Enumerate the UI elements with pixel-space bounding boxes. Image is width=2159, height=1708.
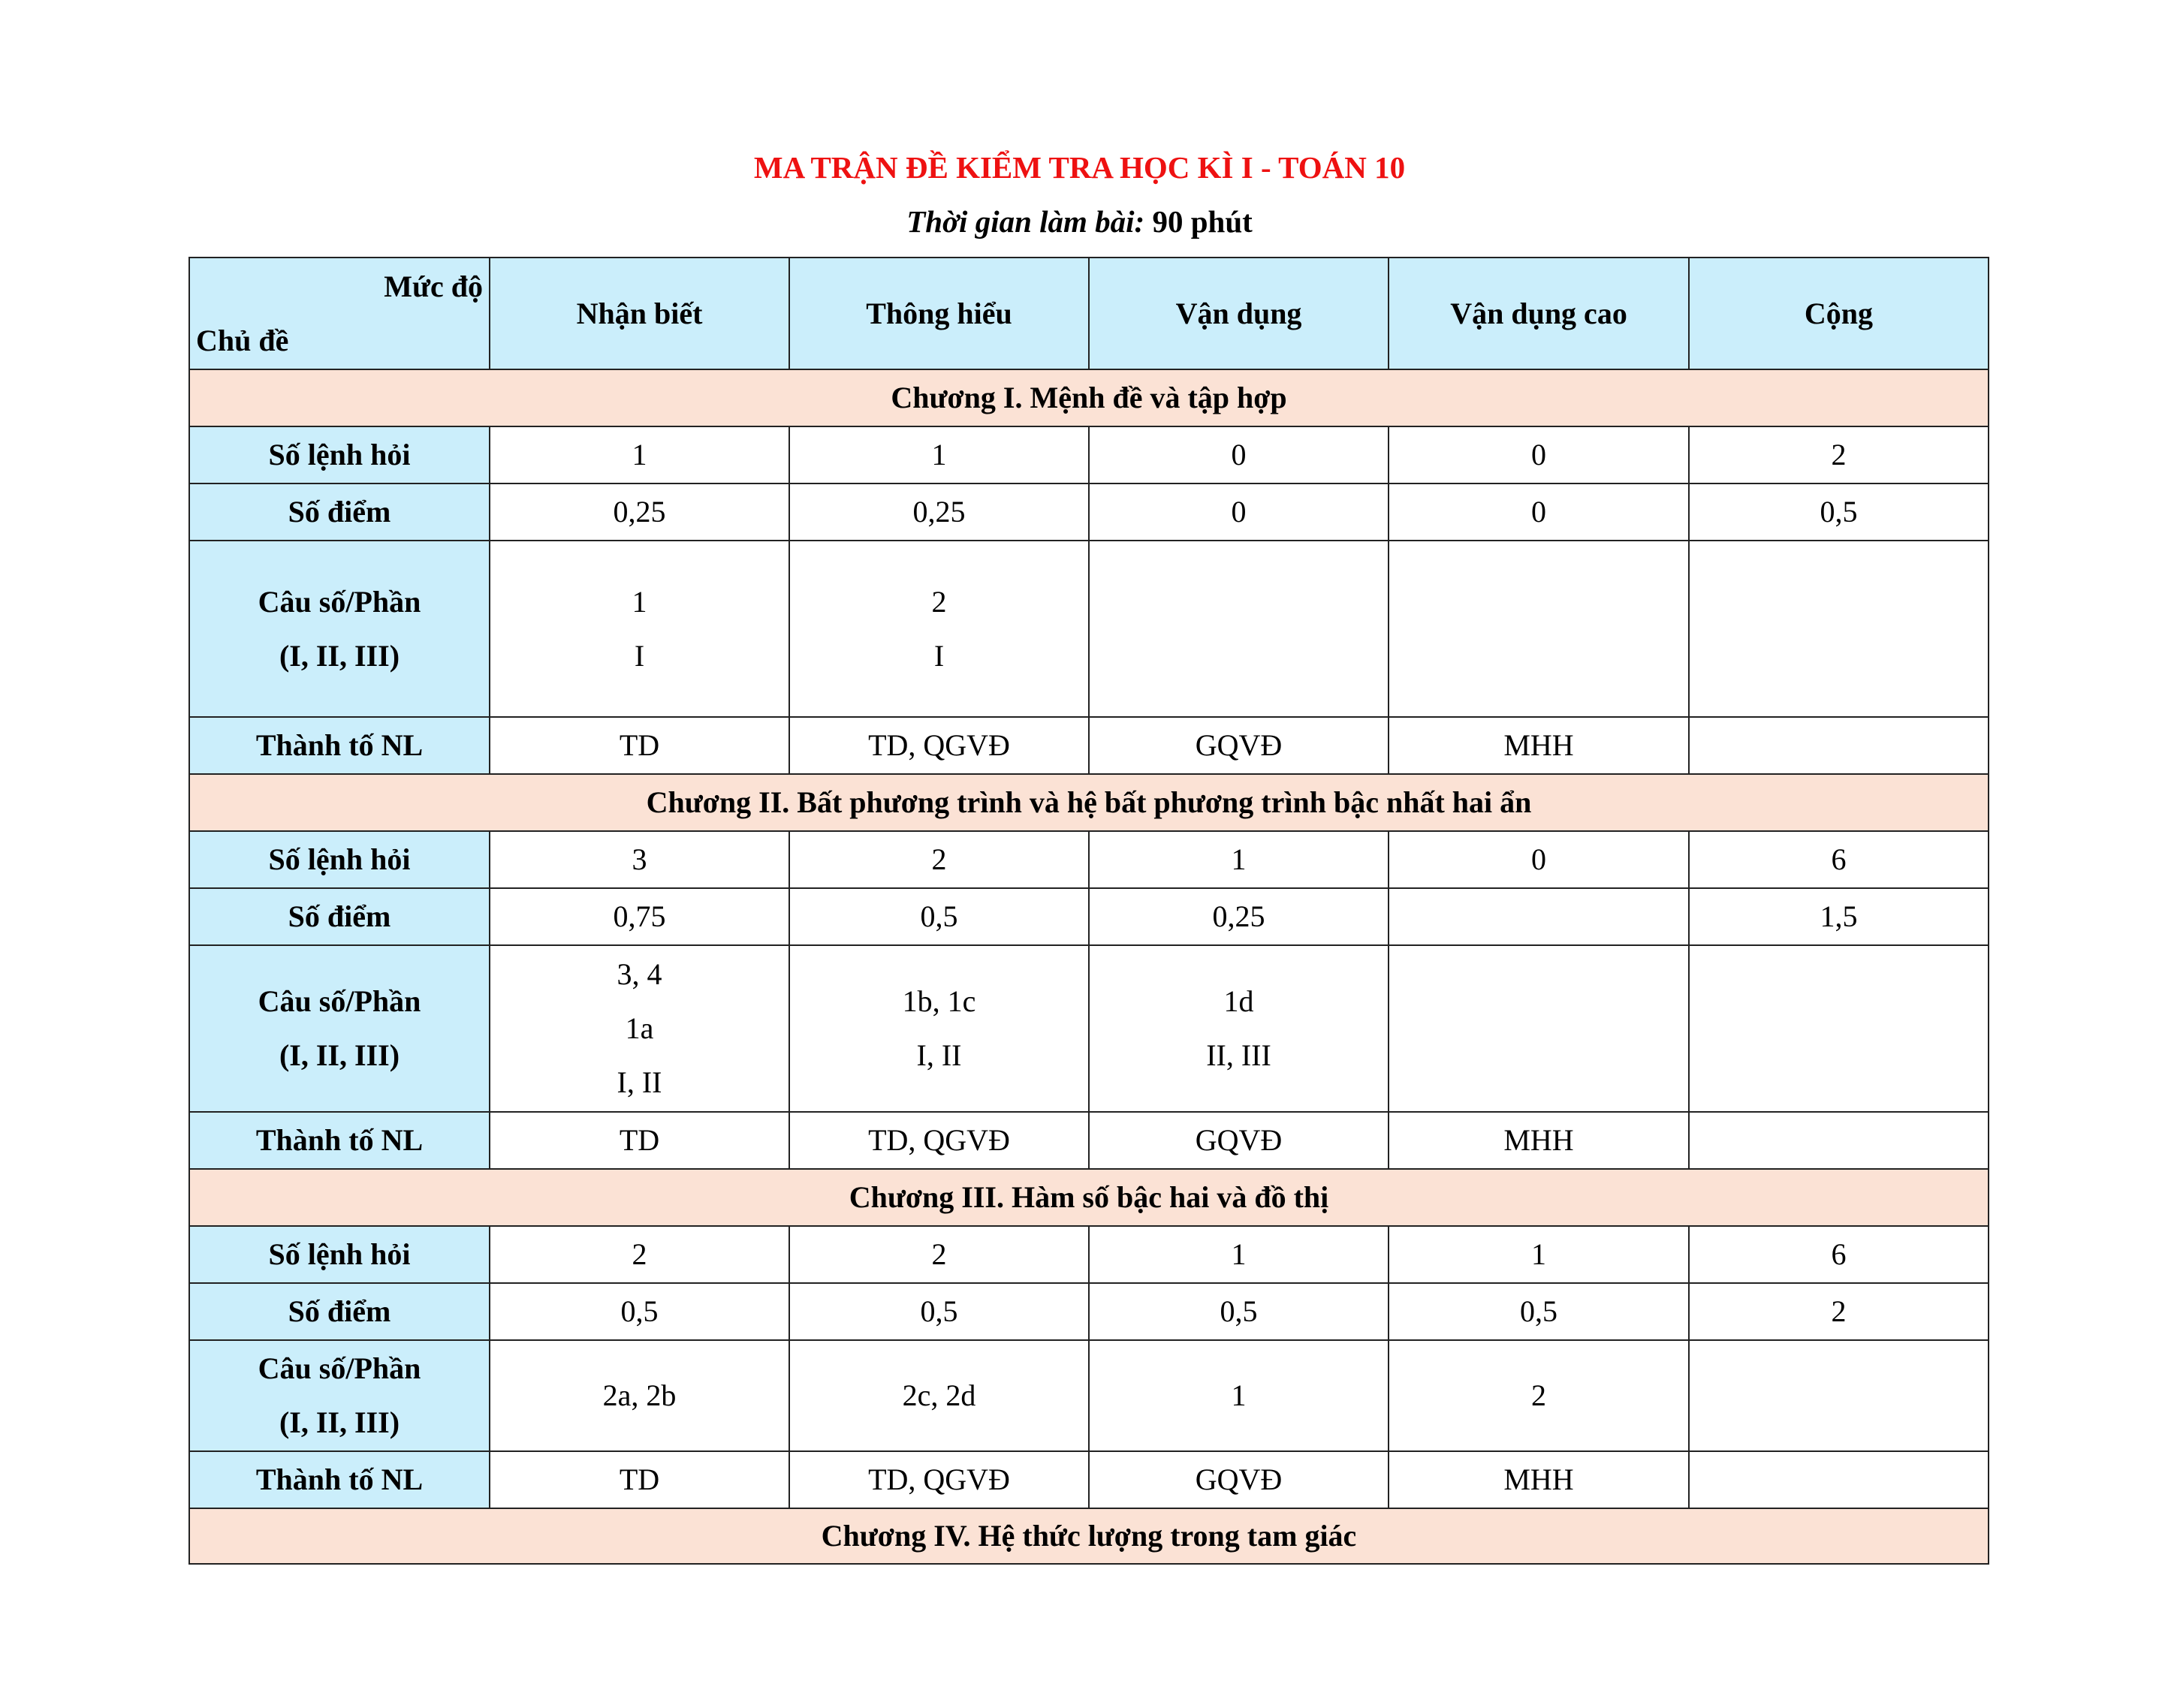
table-cell: 1 (490, 426, 789, 483)
table-cell (1689, 1340, 1989, 1451)
row-label-line: Câu số/Phần (258, 584, 421, 619)
level-axis-label: Mức độ (384, 269, 483, 303)
header-nhan-biet: Nhận biết (490, 258, 789, 369)
row-label-cau-so (189, 541, 490, 717)
table-cell: GQVĐ (1089, 1112, 1389, 1169)
row-label-thanh-to-nl: Thành tố NL (189, 717, 490, 774)
row-label-line: (I, II, III) (279, 638, 400, 673)
row-label-line: (I, II, III) (279, 1038, 400, 1072)
table-cell (789, 541, 1089, 717)
table-cell: 0,5 (789, 1283, 1089, 1340)
table-cell: 2 (1689, 426, 1989, 483)
table-cell (1689, 945, 1989, 1112)
table-row (189, 1112, 1989, 1169)
table-row (189, 1451, 1989, 1508)
row-label-so-lenh-hoi: Số lệnh hỏi (189, 426, 490, 483)
table-cell: TD (490, 1112, 789, 1169)
chapter-title: Chương III. Hàm số bậc hai và đồ thị (189, 1169, 1989, 1226)
table-cell: MHH (1389, 1451, 1689, 1508)
table-cell: 0 (1389, 831, 1689, 888)
table-cell (1089, 945, 1389, 1112)
table-cell: 1 (1389, 1226, 1689, 1283)
cell-line: I (634, 638, 645, 673)
table-cell: 0,5 (1089, 1283, 1389, 1340)
exam-duration (0, 199, 2159, 244)
corner-header-cell (189, 258, 490, 369)
table-cell: 2 (789, 831, 1089, 888)
row-label-so-diem: Số điểm (189, 1283, 490, 1340)
table-row (189, 945, 1989, 1112)
table-cell (490, 541, 789, 717)
table-row (189, 717, 1989, 774)
table-cell: MHH (1389, 717, 1689, 774)
cell-line: II, III (1206, 1038, 1271, 1072)
header-cong: Cộng (1689, 258, 1989, 369)
table-cell: 2 (1389, 1340, 1689, 1451)
table-cell: 0 (1089, 426, 1389, 483)
table-cell: TD, QGVĐ (789, 1112, 1089, 1169)
row-label-line: Câu số/Phần (258, 984, 421, 1018)
row-label-so-diem: Số điểm (189, 483, 490, 541)
table-cell: 2 (1689, 1283, 1989, 1340)
table-cell (1689, 1451, 1989, 1508)
table-cell: 0 (1389, 426, 1689, 483)
cell-line: 3, 4 (617, 957, 662, 991)
table-cell (1089, 541, 1389, 717)
header-row (189, 258, 1989, 369)
row-label-so-diem: Số điểm (189, 888, 490, 945)
table-row (189, 888, 1989, 945)
table-cell: 2c, 2d (789, 1340, 1089, 1451)
table-cell: 1 (789, 426, 1089, 483)
table-cell: 1 (1089, 1226, 1389, 1283)
table-cell (490, 945, 789, 1112)
table-cell: 0,5 (490, 1283, 789, 1340)
table-cell: 1,5 (1689, 888, 1989, 945)
table-row (189, 831, 1989, 888)
row-label-cau-so (189, 1340, 490, 1451)
table-cell: TD, QGVĐ (789, 717, 1089, 774)
chapter-title: Chương I. Mệnh đề và tập hợp (189, 369, 1989, 426)
table-cell: 2a, 2b (490, 1340, 789, 1451)
table-cell: 3 (490, 831, 789, 888)
table-cell: 0,5 (1389, 1283, 1689, 1340)
page-title: MA TRẬN ĐỀ KIỂM TRA HỌC KÌ I - TOÁN 10 (753, 150, 1406, 185)
exam-matrix-table (188, 257, 1989, 1565)
chapter-title: Chương IV. Hệ thức lượng trong tam giác (189, 1508, 1989, 1564)
topic-axis-label: Chủ đề (196, 323, 289, 357)
table-cell: 0,75 (490, 888, 789, 945)
table-cell: 0,5 (1689, 483, 1989, 541)
row-label-cau-so (189, 945, 490, 1112)
cell-line: 2 (931, 584, 947, 619)
table-cell: 2 (490, 1226, 789, 1283)
cell-line: I, II (617, 1065, 662, 1099)
table-cell: TD (490, 717, 789, 774)
header-van-dung: Vận dụng (1089, 258, 1389, 369)
table-cell (1389, 945, 1689, 1112)
row-label-so-lenh-hoi: Số lệnh hỏi (189, 1226, 490, 1283)
table-cell (789, 945, 1089, 1112)
table-cell: 0,5 (789, 888, 1089, 945)
cell-line: 1 (632, 584, 647, 619)
header-van-dung-cao: Vận dụng cao (1389, 258, 1689, 369)
table-cell (1389, 541, 1689, 717)
table-cell (1389, 888, 1689, 945)
table-cell: 1 (1089, 831, 1389, 888)
table-cell: 0 (1089, 483, 1389, 541)
chapter-row (189, 1508, 1989, 1564)
table-cell (1689, 541, 1989, 717)
table-row (189, 1226, 1989, 1283)
table-row (189, 1340, 1989, 1451)
table-cell: 0,25 (490, 483, 789, 541)
table-cell: TD (490, 1451, 789, 1508)
table-cell: GQVĐ (1089, 1451, 1389, 1508)
table-cell: TD, QGVĐ (789, 1451, 1089, 1508)
chapter-row (189, 369, 1989, 426)
table-row (189, 426, 1989, 483)
table-row (189, 541, 1989, 717)
duration-label: Thời gian làm bài: (906, 204, 1145, 239)
table-cell: 0,25 (789, 483, 1089, 541)
table-cell: 0,25 (1089, 888, 1389, 945)
chapter-row (189, 774, 1989, 831)
table-row (189, 483, 1989, 541)
row-label-line: (I, II, III) (279, 1405, 400, 1439)
row-label-thanh-to-nl: Thành tố NL (189, 1451, 490, 1508)
table-cell: GQVĐ (1089, 717, 1389, 774)
table-row (189, 1283, 1989, 1340)
chapter-title: Chương II. Bất phương trình và hệ bất phương trình bậc nhất hai ẩn (189, 774, 1989, 831)
duration-value: 90 phút (1144, 204, 1253, 239)
header-thong-hieu: Thông hiểu (789, 258, 1089, 369)
cell-line: I, II (916, 1038, 962, 1072)
chapter-row (189, 1169, 1989, 1226)
cell-line: 1b, 1c (902, 984, 976, 1018)
table-cell (1689, 717, 1989, 774)
row-label-thanh-to-nl: Thành tố NL (189, 1112, 490, 1169)
table-cell: 2 (789, 1226, 1089, 1283)
row-label-line: Câu số/Phần (258, 1351, 421, 1385)
row-label-so-lenh-hoi: Số lệnh hỏi (189, 831, 490, 888)
cell-line: 1d (1223, 984, 1254, 1018)
table-cell: 6 (1689, 831, 1989, 888)
table-cell: 6 (1689, 1226, 1989, 1283)
table-cell: 1 (1089, 1340, 1389, 1451)
table-cell: MHH (1389, 1112, 1689, 1169)
cell-line: I (933, 638, 945, 673)
table-cell (1689, 1112, 1989, 1169)
table-cell: 0 (1389, 483, 1689, 541)
cell-line: 1a (625, 1011, 654, 1045)
